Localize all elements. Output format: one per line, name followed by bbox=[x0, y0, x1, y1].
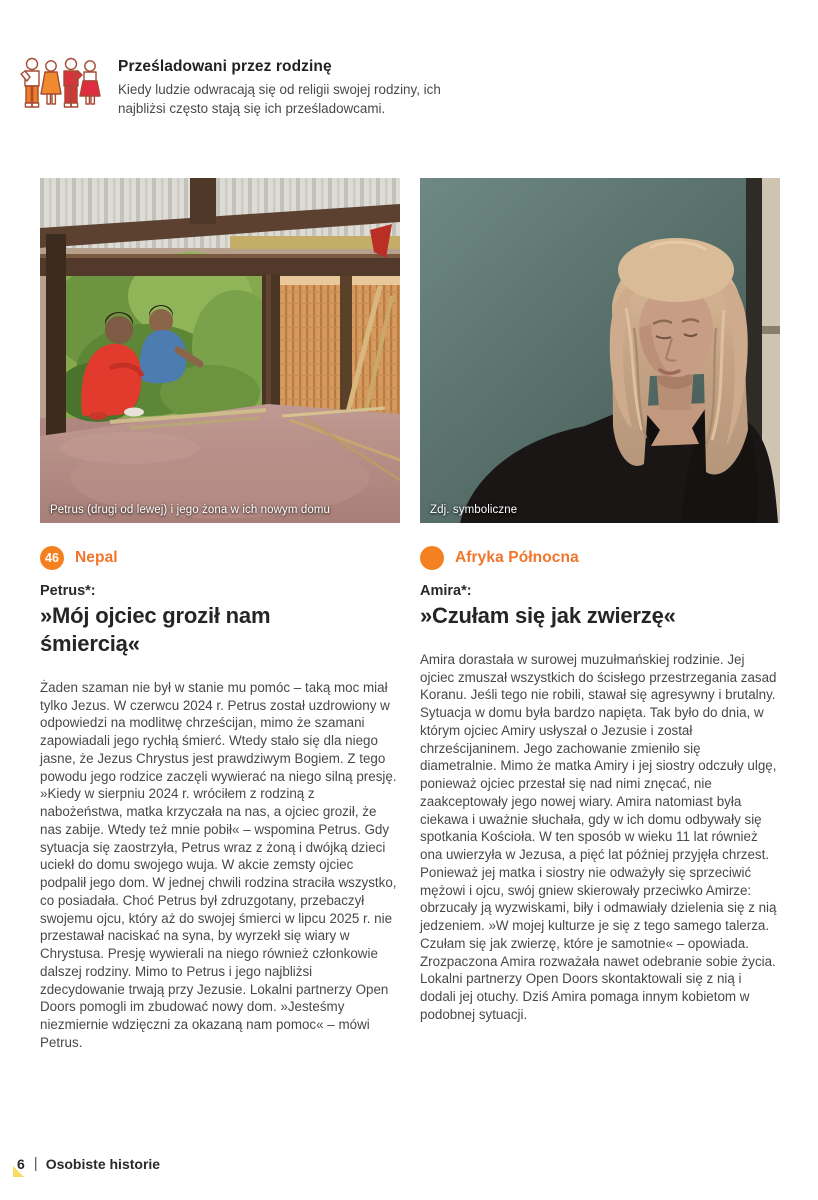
page-subtitle: Kiedy ludzie odwracają się od religii swojej rodziny, ich najbliżsi często stają się ich prześladowcami. bbox=[118, 82, 441, 116]
story-nepal bbox=[40, 178, 400, 1052]
photo-petrus-house bbox=[40, 178, 400, 523]
story-number-badge bbox=[420, 546, 444, 570]
woman-illustration bbox=[420, 178, 780, 523]
family-pictogram-icon bbox=[18, 56, 102, 122]
story-quote-heading: »Mój ojciec groził nam śmiercią« bbox=[40, 603, 271, 656]
region-marker-nepal bbox=[40, 546, 400, 570]
story-number-badge: 46 bbox=[40, 546, 64, 570]
page-footer bbox=[16, 1156, 160, 1172]
region-label: Nepal bbox=[75, 549, 118, 566]
photo-caption: Zdj. symboliczne bbox=[430, 504, 518, 516]
footer-section-title: Osobiste historie bbox=[45, 1156, 161, 1172]
region-label: Afryka Północna bbox=[455, 549, 579, 566]
header-text-block bbox=[118, 58, 490, 122]
story-columns bbox=[40, 178, 780, 1052]
story-body: Amira dorastała w surowej muzułmańskiej rodzinie. Jej ojciec zmuszał wszystkich do ścisłego przestrzegania zasad Koranu. Jeśli tego nie robili, stawał się agresywny i brutalny. Sytuacja w domu była bardzo napięta. Tak było do dnia, w którym ojciec Amiry usłyszał o Jezusie i został chrześcijaninem. Jego zachowanie zmieniło się diametralnie. Mimo że matka Amiry i jej siostry odczuły ulgę, ponieważ ojciec przestał się nad nimi znęcać, nie zaakceptowały jego nowej wiary. Amira natomiast była ciekawa i uważnie słuchała, gdy w ich domu odbywały się spotkania Kościoła. W ten sposób w wieku 11 lat również ona uwierzyła w Jezusa, a pięć lat później przyjęła chrzest. Ponieważ jej matka i siostry nie odważyły się sprzeciwić mężowi i ojcu, swój gniew skierowały przeciwko Amirze: obrzucały ją wyzwiskami, biły i odmawiały dzielenia się z nią jedzeniem. »W mojej kulturze je się z tego samego talerza. Czułam się jak zwierzę, które je samotnie« – opowiada. Zrozpaczona Amira rozważała nawet odebranie sobie życia. Lokalni partnerzy Open Doors skontaktowali się z nią i dodali jej otuchy. Dziś Amira pomaga innym kobietom w podobnej sytuacji. bbox=[420, 651, 777, 1022]
footer-divider: | bbox=[33, 1155, 38, 1172]
story-north-africa bbox=[420, 178, 780, 1052]
photo-symbolic-woman bbox=[420, 178, 780, 523]
person-name: Amira*: bbox=[420, 583, 472, 599]
photo-caption: Petrus (drugi od lewej) i jego żona w ich nowym domu bbox=[50, 504, 331, 516]
story-quote-heading: »Czułam się jak zwierzę« bbox=[420, 603, 676, 628]
page-title: Prześladowani przez rodzinę bbox=[118, 58, 332, 75]
story-body: Żaden szaman nie był w stanie mu pomóc – taką moc miał tylko Jezus. W czerwcu 2024 r. Petrus został uzdrowiony w odpowiedzi na modlitwę chrześcijan, mimo że szamani zapowiadali jego rychłą śmierć. Wtedy stało się dla niego jasne, że Jezus Chrystus jest prawdziwym Bogiem. Z tego powodu jego rodzice zaczęli wywierać na niego silną presję. »Kiedy w sierpniu 2024 r. wróciłem z rodziną z nabożeństwa, matka krzyczała na nas, a ojciec groził, że nas zabije. Wtedy też mnie pobił« – wspomina Petrus. Gdy sytuacja się zaostrzyła, Petrus wraz z żoną i dwójką dzieci uciekł do domu swojego wuja. W akcie zemsty ojciec podpalił jego dom. W jednej chwili rodzina straciła wszystko, co posiadała. Choć Petrus był zdruzgotany, przebaczył swojemu ojcu, który aż do swojej śmierci w lipcu 2025 r. nie przestawał naciskać na syna, by wyrzekł się wiary w Chrystusa. Presję wywierali na niego również członkowie dalszej rodziny. Mimo to Petrus i jego najbliżsi zdecydowanie trwają przy Jezusie. Lokalni partnerzy Open Doors pomogli im zbudować nowy dom. »Jesteśmy niezmiernie wdzięczni za okazaną nam pomoc« – mówi Petrus. bbox=[40, 679, 397, 1050]
page-header bbox=[18, 56, 618, 122]
house-illustration bbox=[40, 178, 400, 523]
person-name: Petrus*: bbox=[40, 583, 96, 599]
page-number bbox=[16, 1156, 26, 1172]
region-marker-north-africa bbox=[420, 546, 780, 570]
page-number-text: 6 bbox=[17, 1156, 25, 1172]
